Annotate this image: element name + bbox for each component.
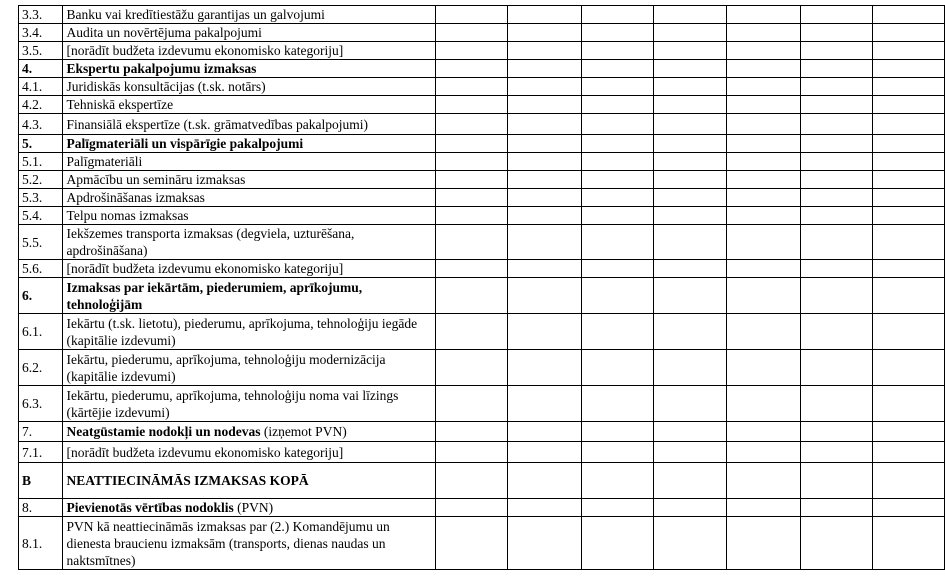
value-cell bbox=[436, 96, 508, 114]
value-cell bbox=[581, 386, 653, 422]
row-description-text: (PVN) bbox=[233, 500, 274, 515]
row-description-text: [norādīt budžeta izdevumu ekonomisko kategoriju] bbox=[66, 444, 344, 460]
row-description-text: Telpu nomas izmaksas bbox=[66, 208, 189, 223]
value-cell bbox=[726, 78, 800, 96]
value-cell bbox=[872, 422, 944, 442]
value-cell bbox=[800, 225, 872, 260]
row-description bbox=[62, 96, 436, 114]
value-cell bbox=[436, 422, 508, 442]
value-cell bbox=[436, 499, 508, 517]
value-cell bbox=[508, 463, 581, 499]
row-number: 4.2. bbox=[19, 96, 63, 114]
value-cell bbox=[581, 171, 653, 189]
row-description bbox=[62, 24, 436, 42]
table-row bbox=[19, 189, 945, 207]
value-cell bbox=[800, 78, 872, 96]
row-number: 6.1. bbox=[19, 314, 63, 350]
table-row bbox=[19, 114, 945, 135]
value-cell bbox=[872, 386, 944, 422]
row-description-text: Apdrošināšanas izmaksas bbox=[66, 190, 205, 205]
value-cell bbox=[653, 350, 726, 386]
value-cell bbox=[436, 78, 508, 96]
value-cell bbox=[508, 171, 581, 189]
value-cell bbox=[581, 422, 653, 442]
value-cell bbox=[653, 114, 726, 135]
table-row bbox=[19, 499, 945, 517]
value-cell bbox=[872, 78, 944, 96]
value-cell bbox=[653, 96, 726, 114]
value-cell bbox=[581, 278, 653, 314]
value-cell bbox=[581, 24, 653, 42]
value-cell bbox=[872, 96, 944, 114]
value-cell bbox=[436, 6, 508, 24]
value-cell bbox=[800, 314, 872, 350]
value-cell bbox=[508, 442, 581, 463]
value-cell bbox=[581, 314, 653, 350]
value-cell bbox=[872, 225, 944, 260]
value-cell bbox=[436, 517, 508, 570]
table-row bbox=[19, 278, 945, 314]
row-description bbox=[62, 517, 436, 570]
row-description-text: Juridiskās konsultācijas (t.sk. notārs) bbox=[66, 79, 266, 94]
row-number: 4.1. bbox=[19, 78, 63, 96]
row-description bbox=[62, 314, 436, 350]
table-row bbox=[19, 42, 945, 60]
value-cell bbox=[581, 442, 653, 463]
value-cell bbox=[436, 207, 508, 225]
row-description bbox=[62, 442, 436, 463]
value-cell bbox=[872, 442, 944, 463]
value-cell bbox=[726, 463, 800, 499]
value-cell bbox=[800, 386, 872, 422]
value-cell bbox=[508, 278, 581, 314]
table-row bbox=[19, 463, 945, 499]
row-description bbox=[62, 189, 436, 207]
row-number: 5.4. bbox=[19, 207, 63, 225]
row-description-text: Tehniskā ekspertīze bbox=[66, 97, 174, 112]
value-cell bbox=[508, 114, 581, 135]
value-cell bbox=[872, 24, 944, 42]
value-cell bbox=[872, 42, 944, 60]
row-description bbox=[62, 225, 436, 260]
row-description-bold: Izmaksas par iekārtām, piederumiem, aprīkojumu, tehnoloģijām bbox=[66, 279, 363, 312]
value-cell bbox=[508, 260, 581, 278]
value-cell bbox=[872, 189, 944, 207]
row-description bbox=[62, 463, 436, 499]
row-description-bold: NEATTIECINĀMĀS IZMAKSAS KOPĀ bbox=[66, 473, 309, 488]
row-number: 8. bbox=[19, 499, 63, 517]
value-cell bbox=[726, 60, 800, 78]
value-cell bbox=[800, 153, 872, 171]
value-cell bbox=[800, 96, 872, 114]
value-cell bbox=[508, 153, 581, 171]
value-cell bbox=[800, 517, 872, 570]
value-cell bbox=[581, 260, 653, 278]
value-cell bbox=[653, 463, 726, 499]
row-description bbox=[62, 42, 436, 60]
value-cell bbox=[800, 6, 872, 24]
value-cell bbox=[726, 96, 800, 114]
row-description-text: Audita un novērtējuma pakalpojumi bbox=[66, 25, 262, 40]
row-description-bold: Palīgmateriāli un vispārīgie pakalpojumi bbox=[66, 136, 304, 151]
row-description bbox=[62, 386, 436, 422]
value-cell bbox=[581, 207, 653, 225]
value-cell bbox=[726, 517, 800, 570]
row-description bbox=[62, 114, 436, 135]
value-cell bbox=[436, 314, 508, 350]
value-cell bbox=[508, 6, 581, 24]
row-description-text: PVN kā neattiecināmās izmaksas par (2.) Komandējumu un dienesta braucienu izmaksām (transports, dienas naudas un naktsmītnes) bbox=[66, 518, 390, 568]
value-cell bbox=[726, 207, 800, 225]
table-row bbox=[19, 171, 945, 189]
value-cell bbox=[436, 386, 508, 422]
value-cell bbox=[800, 171, 872, 189]
value-cell bbox=[508, 24, 581, 42]
value-cell bbox=[436, 278, 508, 314]
row-number: 8.1. bbox=[19, 517, 63, 570]
value-cell bbox=[726, 153, 800, 171]
row-description-text: Iekārtu (t.sk. lietotu), piederumu, aprīkojuma, tehnoloģiju iegāde (kapitālie izdevumi) bbox=[66, 315, 418, 348]
value-cell bbox=[508, 60, 581, 78]
row-number: 3.4. bbox=[19, 24, 63, 42]
value-cell bbox=[581, 6, 653, 24]
value-cell bbox=[653, 6, 726, 24]
table-row bbox=[19, 422, 945, 442]
row-description bbox=[62, 422, 436, 442]
value-cell bbox=[581, 153, 653, 171]
value-cell bbox=[653, 24, 726, 42]
value-cell bbox=[508, 422, 581, 442]
row-description bbox=[62, 278, 436, 314]
value-cell bbox=[436, 442, 508, 463]
value-cell bbox=[800, 442, 872, 463]
value-cell bbox=[726, 42, 800, 60]
value-cell bbox=[800, 278, 872, 314]
row-description-text: Banku vai kredītiestāžu garantijas un galvojumi bbox=[66, 7, 325, 22]
value-cell bbox=[653, 171, 726, 189]
row-number: 6.3. bbox=[19, 386, 63, 422]
value-cell bbox=[581, 350, 653, 386]
row-description-text: Iekārtu, piederumu, aprīkojuma, tehnoloģiju noma vai līzings (kārtējie izdevumi) bbox=[66, 387, 399, 420]
value-cell bbox=[508, 350, 581, 386]
row-description bbox=[62, 171, 436, 189]
value-cell bbox=[653, 442, 726, 463]
row-description bbox=[62, 207, 436, 225]
row-description-text: Iekšzemes transporta izmaksas (degviela, uzturēšana, apdrošināšana) bbox=[66, 226, 355, 258]
budget-table bbox=[18, 5, 945, 570]
row-number: 6.2. bbox=[19, 350, 63, 386]
table-row bbox=[19, 153, 945, 171]
row-number: 7.1. bbox=[19, 442, 63, 463]
row-description bbox=[62, 153, 436, 171]
table-row bbox=[19, 442, 945, 463]
value-cell bbox=[436, 463, 508, 499]
value-cell bbox=[581, 42, 653, 60]
value-cell bbox=[872, 171, 944, 189]
value-cell bbox=[872, 207, 944, 225]
value-cell bbox=[726, 114, 800, 135]
value-cell bbox=[872, 463, 944, 499]
value-cell bbox=[508, 189, 581, 207]
row-number: 3.3. bbox=[19, 6, 63, 24]
value-cell bbox=[726, 314, 800, 350]
value-cell bbox=[726, 189, 800, 207]
value-cell bbox=[653, 207, 726, 225]
row-number: 5.1. bbox=[19, 153, 63, 171]
row-description-bold: Neatgūstamie nodokļi un nodevas bbox=[66, 424, 261, 439]
value-cell bbox=[508, 42, 581, 60]
table-row bbox=[19, 386, 945, 422]
value-cell bbox=[872, 114, 944, 135]
row-description-text: (izņemot PVN) bbox=[260, 424, 347, 439]
row-number: 5. bbox=[19, 135, 63, 153]
value-cell bbox=[653, 135, 726, 153]
value-cell bbox=[436, 350, 508, 386]
value-cell bbox=[872, 278, 944, 314]
row-number: 5.2. bbox=[19, 171, 63, 189]
value-cell bbox=[653, 278, 726, 314]
value-cell bbox=[581, 96, 653, 114]
row-description-text: [norādīt budžeta izdevumu ekonomisko kategoriju] bbox=[66, 261, 344, 276]
value-cell bbox=[800, 135, 872, 153]
value-cell bbox=[726, 442, 800, 463]
value-cell bbox=[508, 386, 581, 422]
value-cell bbox=[800, 189, 872, 207]
value-cell bbox=[653, 499, 726, 517]
value-cell bbox=[653, 517, 726, 570]
row-description-text: Finansiālā ekspertīze (t.sk. grāmatvedības pakalpojumi) bbox=[66, 116, 368, 132]
table-row bbox=[19, 350, 945, 386]
row-description-text: Palīgmateriāli bbox=[66, 154, 143, 169]
value-cell bbox=[508, 517, 581, 570]
value-cell bbox=[872, 517, 944, 570]
value-cell bbox=[872, 314, 944, 350]
value-cell bbox=[508, 78, 581, 96]
value-cell bbox=[726, 135, 800, 153]
value-cell bbox=[436, 225, 508, 260]
value-cell bbox=[726, 499, 800, 517]
value-cell bbox=[800, 60, 872, 78]
row-number: 5.3. bbox=[19, 189, 63, 207]
value-cell bbox=[581, 463, 653, 499]
value-cell bbox=[508, 96, 581, 114]
value-cell bbox=[653, 422, 726, 442]
value-cell bbox=[581, 517, 653, 570]
value-cell bbox=[653, 260, 726, 278]
row-number: B bbox=[19, 463, 63, 499]
table-row bbox=[19, 6, 945, 24]
row-description bbox=[62, 135, 436, 153]
value-cell bbox=[800, 260, 872, 278]
row-number: 4.3. bbox=[19, 114, 63, 135]
row-description-text: [norādīt budžeta izdevumu ekonomisko kategoriju] bbox=[66, 43, 344, 58]
row-number: 3.5. bbox=[19, 42, 63, 60]
value-cell bbox=[872, 350, 944, 386]
value-cell bbox=[581, 60, 653, 78]
value-cell bbox=[653, 153, 726, 171]
table-row bbox=[19, 225, 945, 260]
value-cell bbox=[872, 153, 944, 171]
value-cell bbox=[726, 24, 800, 42]
value-cell bbox=[508, 225, 581, 260]
value-cell bbox=[726, 278, 800, 314]
row-description bbox=[62, 6, 436, 24]
value-cell bbox=[872, 6, 944, 24]
row-description bbox=[62, 350, 436, 386]
value-cell bbox=[872, 260, 944, 278]
table-row bbox=[19, 60, 945, 78]
value-cell bbox=[581, 78, 653, 96]
table-row bbox=[19, 135, 945, 153]
row-number: 5.5. bbox=[19, 225, 63, 260]
value-cell bbox=[872, 60, 944, 78]
value-cell bbox=[581, 499, 653, 517]
table-row bbox=[19, 78, 945, 96]
table-row bbox=[19, 24, 945, 42]
row-description-bold: Pievienotās vērtības nodoklis bbox=[66, 500, 234, 515]
value-cell bbox=[436, 153, 508, 171]
row-number: 7. bbox=[19, 422, 63, 442]
table-row bbox=[19, 260, 945, 278]
value-cell bbox=[726, 386, 800, 422]
value-cell bbox=[726, 260, 800, 278]
value-cell bbox=[436, 42, 508, 60]
value-cell bbox=[653, 225, 726, 260]
row-description bbox=[62, 260, 436, 278]
value-cell bbox=[726, 225, 800, 260]
value-cell bbox=[581, 189, 653, 207]
row-description-text: Apmācību un semināru izmaksas bbox=[66, 172, 246, 187]
table-row bbox=[19, 207, 945, 225]
value-cell bbox=[800, 42, 872, 60]
value-cell bbox=[436, 189, 508, 207]
value-cell bbox=[800, 499, 872, 517]
value-cell bbox=[872, 499, 944, 517]
value-cell bbox=[800, 24, 872, 42]
value-cell bbox=[508, 135, 581, 153]
row-description bbox=[62, 499, 436, 517]
value-cell bbox=[726, 171, 800, 189]
value-cell bbox=[726, 6, 800, 24]
value-cell bbox=[653, 42, 726, 60]
value-cell bbox=[436, 260, 508, 278]
value-cell bbox=[436, 135, 508, 153]
row-description bbox=[62, 78, 436, 96]
value-cell bbox=[581, 135, 653, 153]
value-cell bbox=[726, 422, 800, 442]
row-description bbox=[62, 60, 436, 78]
value-cell bbox=[800, 207, 872, 225]
row-number: 6. bbox=[19, 278, 63, 314]
value-cell bbox=[653, 314, 726, 350]
value-cell bbox=[436, 114, 508, 135]
value-cell bbox=[653, 78, 726, 96]
value-cell bbox=[653, 386, 726, 422]
value-cell bbox=[508, 314, 581, 350]
row-number: 4. bbox=[19, 60, 63, 78]
value-cell bbox=[653, 189, 726, 207]
value-cell bbox=[508, 499, 581, 517]
row-description-bold: Ekspertu pakalpojumu izmaksas bbox=[66, 61, 257, 76]
row-description-text: Iekārtu, piederumu, aprīkojuma, tehnoloģiju modernizācija (kapitālie izdevumi) bbox=[66, 351, 386, 384]
table-row bbox=[19, 96, 945, 114]
value-cell bbox=[800, 114, 872, 135]
value-cell bbox=[726, 350, 800, 386]
value-cell bbox=[800, 422, 872, 442]
value-cell bbox=[508, 207, 581, 225]
value-cell bbox=[436, 24, 508, 42]
value-cell bbox=[872, 135, 944, 153]
value-cell bbox=[436, 60, 508, 78]
value-cell bbox=[653, 60, 726, 78]
table-row bbox=[19, 517, 945, 570]
value-cell bbox=[800, 350, 872, 386]
row-number: 5.6. bbox=[19, 260, 63, 278]
value-cell bbox=[581, 225, 653, 260]
table-row bbox=[19, 314, 945, 350]
value-cell bbox=[436, 171, 508, 189]
value-cell bbox=[800, 463, 872, 499]
value-cell bbox=[581, 114, 653, 135]
